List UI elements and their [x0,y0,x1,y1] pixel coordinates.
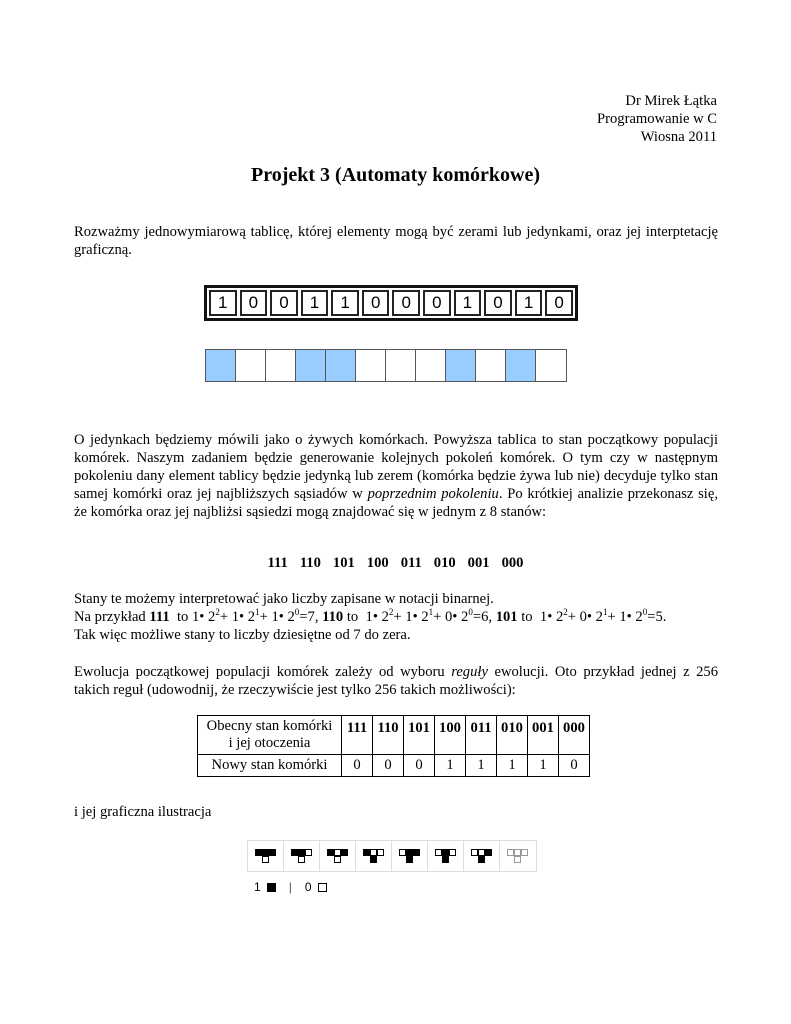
rule-table-values-row [198,755,590,777]
description-text-b: . Po krótkiej analizie przekonasz się, że komórka oraz jej najbliżsi sąsiedzi mogą znajdować się w jednym z 8 stanów: [74,486,718,520]
rule-table-value: 0 [373,755,404,777]
live-cell [506,350,536,381]
tile-state-square [363,849,370,856]
rule-illustration [247,840,537,872]
rule-table-value: 1 [528,755,559,777]
array-digit: 1 [454,290,482,316]
description-italic: poprzednim pokoleniu [367,486,499,502]
dead-cell [536,350,566,381]
live-cell [446,350,476,381]
rule-table-value: 0 [342,755,373,777]
dead-cell [386,350,416,381]
tile-state-square [262,849,269,856]
legend-separator: | [288,880,292,894]
rule-table [197,715,590,777]
live-cell [326,350,356,381]
tile-state-square [334,849,341,856]
rule-tile [284,841,320,871]
state-label: 110 [299,555,321,571]
binary-array-figure [204,285,578,321]
array-digit: 0 [362,290,390,316]
rule-table-state-header: 000 [559,716,590,755]
array-digit: 0 [545,290,573,316]
tile-state-square [377,849,384,856]
legend-zero-label: 0 [304,880,312,894]
tile-result-square [406,856,413,863]
state-label: 001 [467,555,490,571]
rule-tile [428,841,464,871]
state-label: 100 [366,555,389,571]
tile-result-square [370,856,377,863]
rule-tile [356,841,392,871]
state-label: 011 [400,555,422,571]
live-cell [206,350,236,381]
rule-tile [248,841,284,871]
rule-table-state-header: 011 [466,716,497,755]
live-cell [296,350,326,381]
author: Dr Mirek Łątka [625,93,717,109]
state-label: 111 [267,555,288,571]
filled-square-icon [267,883,276,892]
array-digit: 0 [270,290,298,316]
tile-state-square [471,849,478,856]
tile-state-square [485,849,492,856]
tile-state-square [305,849,312,856]
tile-state-square [521,849,528,856]
tile-result-square [334,856,341,863]
rule-table-value: 1 [466,755,497,777]
page-title: Projekt 3 (Automaty komórkowe) [250,164,541,186]
rule-table-state-header: 111 [342,716,373,755]
rule-table-value: 1 [435,755,466,777]
tile-result-square [262,856,269,863]
array-digit: 0 [423,290,451,316]
rule-tile [464,841,500,871]
tile-state-square [478,849,485,856]
tile-state-square [269,849,276,856]
legend-one-label: 1 [254,880,261,894]
array-digit: 0 [484,290,512,316]
rule-table-value: 1 [497,755,528,777]
states-list [0,555,791,572]
tile-state-square [449,849,456,856]
binary-examples: Na przykład 111 to 1• $2^2+$ 1• $2^1+$ 1• $2^0=7$, 110 to 1• $2^2+$ 1• $2^1+$ 0• $2^0=6$, 101 to 1• $2^2+$ 0• $2^1+$ 1• $2^0=5$. [74,607,667,625]
rule-table-state-header: 010 [497,716,528,755]
tile-result-square [478,856,485,863]
tile-state-square [514,849,521,856]
tile-state-square [327,849,334,856]
tile-state-square [442,849,449,856]
tile-state-square [341,849,348,856]
empty-square-icon [318,883,327,892]
tile-state-square [399,849,406,856]
rule-table-value: 0 [404,755,435,777]
rule-tile [320,841,356,871]
rule-table-state-header: 100 [435,716,466,755]
rule-tile [500,841,536,871]
tile-state-square [507,849,514,856]
term: Wiosna 2011 [640,129,717,145]
tile-state-square [370,849,377,856]
tile-result-square [514,856,521,863]
tile-state-square [298,849,305,856]
intro-text: Rozważmy jednowymiarową tablicę, której elementy mogą być zerami lub jedynkami, oraz jej interptetację graficzną. [74,224,718,258]
state-label: 000 [501,555,524,571]
state-label: 010 [433,555,456,571]
rule-tile [392,841,428,871]
rule-table-state-header: 001 [528,716,559,755]
rule-table-header-row [198,716,590,755]
binary-line3: Tak więc możliwe stany to liczby dziesiętne od 7 do zera. [74,627,411,643]
dead-cell [476,350,506,381]
array-digit: 1 [209,290,237,316]
header-block [597,92,717,146]
binary-paragraph [74,590,718,644]
cell-array-figure [205,349,567,382]
array-digit: 1 [301,290,329,316]
tile-state-square [435,849,442,856]
tile-state-square [291,849,298,856]
rule-italic: reguły [451,664,488,680]
rule-paragraph: Ewolucja początkowej populacji komórek zależy od wyboru reguły ewolucji. Oto przykład jednej z 256 takich reguł (udowodnij, że rzeczywiście jest tylko 256 takich możliwości): [74,664,718,698]
course: Programowanie w C [597,111,717,127]
tile-state-square [255,849,262,856]
legend [254,880,327,894]
intro-paragraph [74,223,718,259]
rule-table-state-header: 110 [373,716,404,755]
illustration-caption: i jej graficzna ilustracja [74,804,212,820]
description-text-a: O jedynkach będziemy mówili jako o żywych komórkach. Powyższa tablica to stan początkowy populacji komórek. Naszym zadaniem będzie generowanie kolejnych pokoleń komórek. O tym czy w następnym pokoleniu dany element tablicy będzie jedynką lub zerem (komórka będzie żywa lub nie) decyduje tylko stan samej komórki oraz jej najbliższych sąsiadów w [74,432,718,502]
description-paragraph [74,431,718,521]
tile-result-square [442,856,449,863]
state-label: 101 [332,555,355,571]
dead-cell [236,350,266,381]
tile-state-square [413,849,420,856]
dead-cell [416,350,446,381]
dead-cell [266,350,296,381]
rule-table-row-label: Nowy stan komórki [198,755,342,777]
rule-table-value: 0 [559,755,590,777]
array-digit: 0 [240,290,268,316]
tile-result-square [298,856,305,863]
array-digit: 0 [392,290,420,316]
dead-cell [356,350,386,381]
array-digit: 1 [515,290,543,316]
binary-line1: Stany te możemy interpretować jako liczby zapisane w notacji binarnej. [74,591,494,607]
rule-table-state-header: 101 [404,716,435,755]
rule-table-header-label: Obecny stan komórki i jej otoczenia [198,716,342,755]
array-digit: 1 [331,290,359,316]
tile-state-square [406,849,413,856]
